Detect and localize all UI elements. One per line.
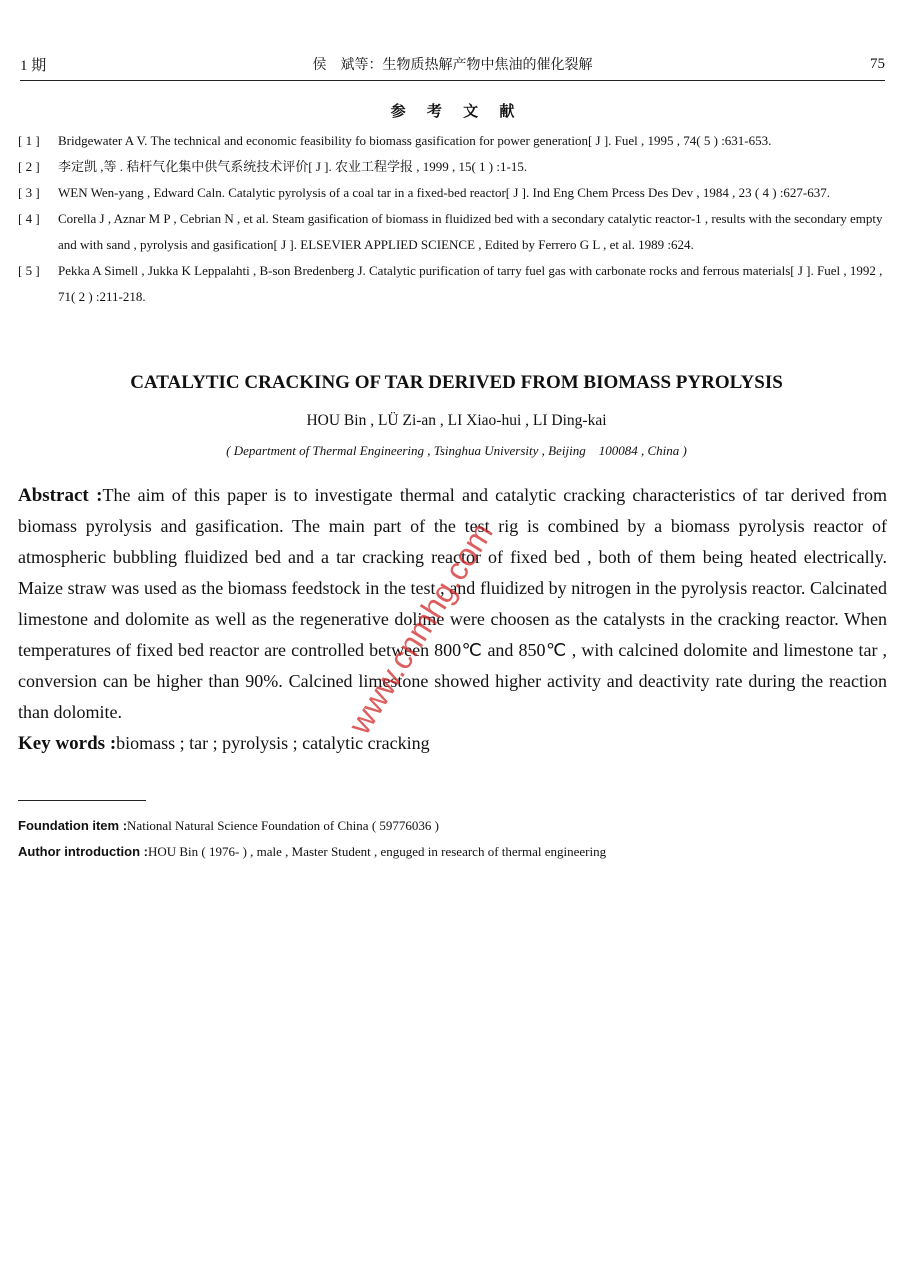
issue-number: 1 期 <box>20 58 47 74</box>
reference-text: Corella J , Aznar M P , Cebrian N , et al. Steam gasification of biomass in fluidized bed with a secondary catalytic reactor-1 , results with the secondary empty and with sand , pyrolysis and gasification[ J ]. ELSEVIER APPLIED SCIENCE , Edited by Ferrero G L , et al. 1989 :624. <box>58 211 883 252</box>
reference-number: [ 5 ] <box>18 263 40 278</box>
author-text: HOU Bin ( 1976- ) , male , Master Student , enguged in research of thermal engineering <box>147 844 607 859</box>
paper-authors: HOU Bin , LÜ Zi-an , LI Xiao-hui , LI Ding-kai <box>306 412 607 429</box>
running-header <box>20 54 885 81</box>
reference-item <box>18 180 885 206</box>
foundation-label: Foundation item : <box>18 818 128 833</box>
foundation-text: National Natural Science Foundation of China ( 59776036 ) <box>127 818 439 833</box>
watermark: www.cnmhg.com <box>341 516 500 741</box>
keywords-label: Key words : <box>18 733 117 754</box>
reference-text: WEN Wen-yang , Edward Caln. Catalytic pyrolysis of a coal tar in a fixed-bed reactor[ J ]. Ind Eng Chem Prcess Des Dev , 1984 , 23 ( 4 ) :627-637. <box>58 185 831 200</box>
references-heading: 参 考 文 献 <box>390 102 523 120</box>
reference-number: [ 1 ] <box>18 133 40 148</box>
reference-number: [ 3 ] <box>18 185 40 200</box>
paper-title: CATALYTIC CRACKING OF TAR DERIVED FROM BIOMASS PYROLYSIS <box>130 372 783 393</box>
foundation-footnote <box>18 818 439 834</box>
reference-item <box>18 258 885 310</box>
abstract-section <box>18 480 887 759</box>
reference-text: 李定凯 ,等 . 秸杆气化集中供气系统技术评价[ J ]. 农业工程学报 , 1999 , 15( 1 ) :1-15. <box>58 159 528 174</box>
abstract-text: The aim of this paper is to investigate thermal and catalytic cracking characteristics of tar derived from biomass pyrolysis and gasification. The main part of the test rig is combined by a biomass pyrolysis reactor of atmospheric bubbling fluidized bed and a tar cracking reactor of fixed bed , both of them being heated electrically. Maize straw was used as the biomass feedstock in the test , and fluidized by nitrogen in the pyrolysis reactor. Calcinated limestone and dolomite as well as the regenerative dolime were choosen as the catalysts in the cracking reactor. When temperatures of fixed bed reactor are controlled between 800℃ and 850℃ , with calcined dolomite and limestone tar , conversion can be higher than 90%. Calcined limestone showed higher activity and deactivity rate during the reaction than dolomite. <box>18 485 888 722</box>
footnote-divider <box>18 800 146 801</box>
reference-item <box>18 206 885 258</box>
reference-text: Bridgewater A V. The technical and economic feasibility fo biomass gasification for power generation[ J ]. Fuel , 1995 , 74( 5 ) :631-653. <box>58 133 772 148</box>
reference-list <box>18 128 885 310</box>
keywords-text: biomass ; tar ; pyrolysis ; catalytic cracking <box>116 733 430 753</box>
reference-item <box>18 154 885 180</box>
reference-number: [ 2 ] <box>18 159 40 174</box>
page-number: 75 <box>870 56 885 72</box>
running-title: 侯 斌等：生物质热解产物中焦油的催化裂解 <box>312 57 593 73</box>
author-label: Author introduction : <box>18 844 148 859</box>
abstract-label: Abstract : <box>18 485 103 506</box>
reference-item <box>18 128 885 154</box>
reference-number: [ 4 ] <box>18 211 40 226</box>
author-footnote <box>18 844 606 860</box>
paper-affiliation: ( Department of Thermal Engineering , Tsinghua University , Beijing 100084 , China ) <box>226 443 687 458</box>
reference-text: Pekka A Simell , Jukka K Leppalahti , B-son Bredenberg J. Catalytic purification of tarry fuel gas with carbonate rocks and ferrous materials[ J ]. Fuel , 1992 , 71( 2 ) :211-218. <box>58 263 883 304</box>
